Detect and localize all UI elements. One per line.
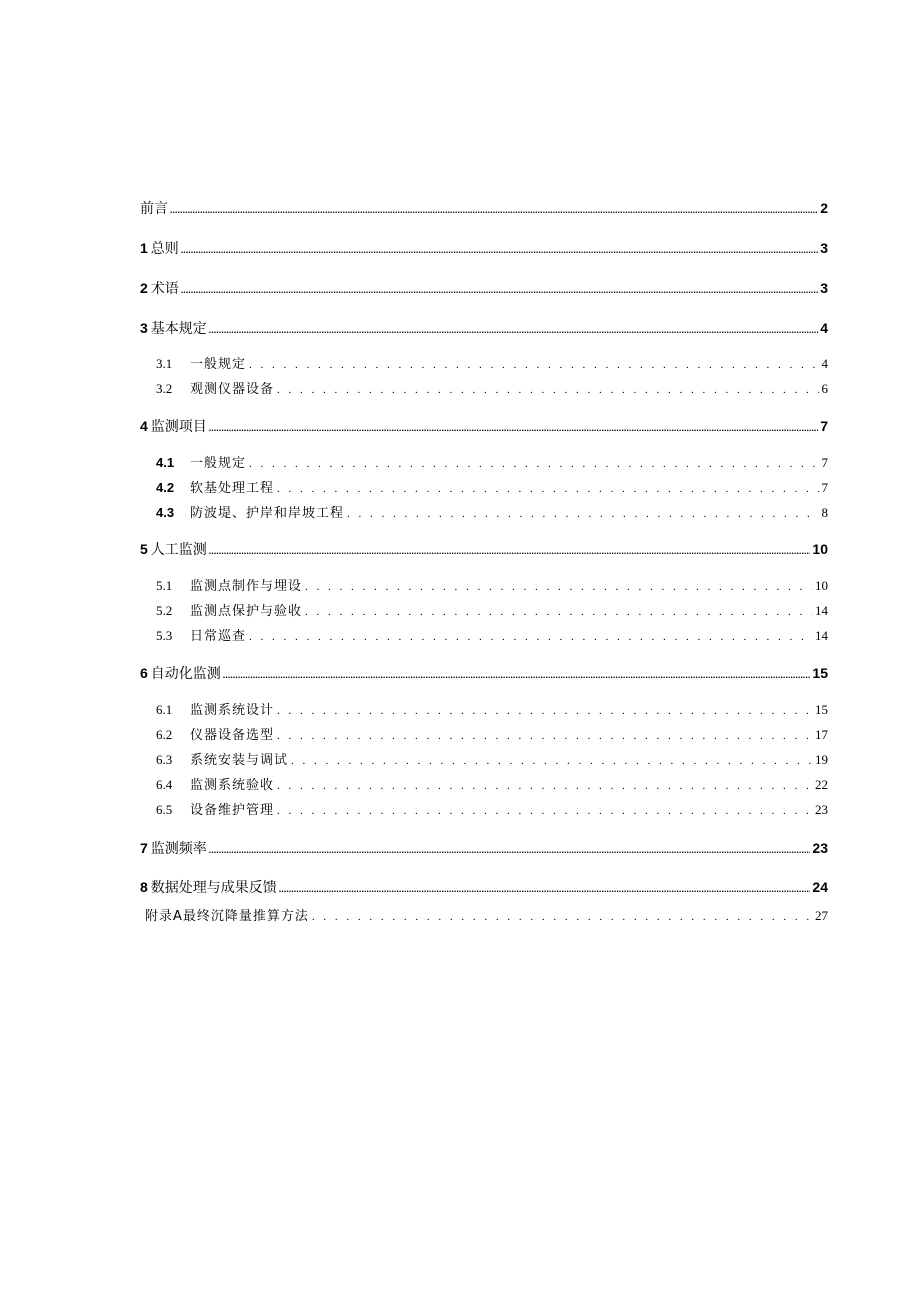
toc-entry-number: 1 xyxy=(140,240,148,256)
toc-entry-section-4-1[interactable] xyxy=(140,452,828,474)
toc-entry-number: 4.1 xyxy=(156,455,175,470)
toc-entry-title: 监测频率 xyxy=(150,841,207,857)
toc-entry-page: 7 xyxy=(820,418,828,434)
toc-entry-appendix-a[interactable] xyxy=(145,905,828,927)
toc-leader xyxy=(347,508,818,520)
toc-entry-page: 4 xyxy=(820,320,828,336)
toc-leader xyxy=(249,359,818,371)
toc-entry-page: 14 xyxy=(815,603,828,618)
toc-entry-number: 6.4 xyxy=(156,777,173,792)
toc-entry-title: 附录A最终沉降量推算方法 xyxy=(145,909,309,924)
toc-entry-page: 23 xyxy=(815,802,828,817)
toc-entry-section-5-1[interactable] xyxy=(140,575,828,597)
toc-entry-title: 总则 xyxy=(150,241,179,257)
toc-leader xyxy=(249,458,818,470)
toc-entry-number: 5.3 xyxy=(156,628,173,643)
toc-leader xyxy=(291,755,812,767)
toc-entry-chapter-2[interactable] xyxy=(140,278,828,300)
toc-entry-section-6-2[interactable] xyxy=(140,724,828,746)
toc-entry-number: 3.2 xyxy=(156,381,173,396)
toc-entry-number: 6.5 xyxy=(156,802,173,817)
toc-entry-number: 8 xyxy=(140,879,148,895)
toc-entry-number: 6.3 xyxy=(156,752,173,767)
toc-entry-title: 人工监测 xyxy=(150,542,207,558)
toc-entry-section-6-5[interactable] xyxy=(140,799,828,821)
toc-entry-preface[interactable] xyxy=(140,198,828,220)
toc-entry-title: 数据处理与成果反馈 xyxy=(150,880,277,896)
toc-entry-title: 前言 xyxy=(140,201,168,217)
toc-leader xyxy=(277,780,812,792)
toc-leader xyxy=(277,384,818,396)
toc-entry-page: 4 xyxy=(821,356,828,371)
toc-entry-section-6-1[interactable] xyxy=(140,699,828,721)
toc-entry-title: 一般规定 xyxy=(190,456,247,471)
toc-entry-page: 2 xyxy=(820,200,828,216)
toc-entry-title: 术语 xyxy=(150,281,179,297)
toc-entry-page: 15 xyxy=(815,702,828,717)
toc-entry-title: 防波堤、护岸和岸坡工程 xyxy=(190,506,345,521)
toc-entry-page: 19 xyxy=(815,752,828,767)
toc-entry-number: 2 xyxy=(140,280,148,296)
toc-entry-page: 23 xyxy=(812,840,828,856)
toc-entry-title: 监测点保护与验收 xyxy=(190,604,303,619)
toc-entry-page: 3 xyxy=(820,280,828,296)
toc-leader xyxy=(305,606,812,618)
toc-leader xyxy=(277,705,812,717)
toc-leader xyxy=(249,631,812,643)
toc-entry-chapter-4[interactable] xyxy=(140,416,828,438)
toc-entry-section-5-3[interactable] xyxy=(140,625,828,647)
toc-leader xyxy=(277,805,812,817)
toc-leader xyxy=(181,245,818,255)
toc-entry-page: 10 xyxy=(812,541,828,557)
toc-entry-number: 7 xyxy=(140,840,148,856)
toc-entry-number: 5.2 xyxy=(156,603,173,618)
toc-entry-section-3-2[interactable] xyxy=(140,378,828,400)
toc-leader xyxy=(181,285,818,295)
toc-leader xyxy=(277,730,812,742)
toc-entry-title: 监测系统设计 xyxy=(190,703,275,718)
toc-entry-number: 6 xyxy=(140,665,148,681)
toc-entry-title: 观测仪器设备 xyxy=(190,382,275,397)
toc-entry-title: 监测系统验收 xyxy=(190,778,275,793)
toc-entry-chapter-3[interactable] xyxy=(140,318,828,340)
toc-leader xyxy=(312,911,812,923)
toc-entry-chapter-5[interactable] xyxy=(140,539,828,561)
toc-leader xyxy=(209,325,818,335)
toc-entry-chapter-7[interactable] xyxy=(140,838,828,860)
toc-entry-title: 系统安装与调试 xyxy=(190,753,289,768)
toc-entry-page: 22 xyxy=(815,777,828,792)
toc-entry-number: 3.1 xyxy=(156,356,173,371)
toc-entry-number: 6.2 xyxy=(156,727,173,742)
toc-entry-number: 3 xyxy=(140,320,148,336)
toc-entry-title: 仪器设备选型 xyxy=(190,728,275,743)
toc-entry-title: 基本规定 xyxy=(150,321,207,337)
toc-entry-title: 设备维护管理 xyxy=(190,803,275,818)
toc-entry-chapter-8[interactable] xyxy=(140,877,828,899)
toc-entry-number: 6.1 xyxy=(156,702,173,717)
toc-entry-page: 8 xyxy=(821,505,828,520)
toc-entry-chapter-6[interactable] xyxy=(140,663,828,685)
toc-leader xyxy=(209,845,811,855)
toc-leader xyxy=(209,423,818,433)
toc-entry-chapter-1[interactable] xyxy=(140,238,828,260)
toc-entry-section-6-3[interactable] xyxy=(140,749,828,771)
toc-leader xyxy=(223,670,811,680)
toc-leader xyxy=(277,483,818,495)
toc-entry-page: 7 xyxy=(821,480,828,495)
toc-leader xyxy=(305,581,812,593)
toc-entry-section-6-4[interactable] xyxy=(140,774,828,796)
toc-entry-page: 24 xyxy=(812,879,828,895)
toc-entry-page: 17 xyxy=(815,727,828,742)
toc-entry-section-5-2[interactable] xyxy=(140,600,828,622)
toc-entry-number: 5.1 xyxy=(156,578,173,593)
toc-entry-page: 6 xyxy=(821,381,828,396)
toc-leader xyxy=(279,884,811,894)
toc-entry-section-4-2[interactable] xyxy=(140,477,828,499)
toc-entry-title: 软基处理工程 xyxy=(190,481,275,496)
toc-entry-page: 7 xyxy=(821,455,828,470)
toc-entry-number: 5 xyxy=(140,541,148,557)
toc-entry-page: 3 xyxy=(820,240,828,256)
toc-entry-number: 4.2 xyxy=(156,480,175,495)
toc-entry-page: 14 xyxy=(815,628,828,643)
toc-entry-title: 监测项目 xyxy=(150,419,207,435)
toc-entry-page: 15 xyxy=(812,665,828,681)
toc-entry-number: 4 xyxy=(140,418,148,434)
toc-entry-title: 日常巡查 xyxy=(190,629,247,644)
toc-entry-page: 10 xyxy=(815,578,828,593)
toc-entry-section-3-1[interactable] xyxy=(140,353,828,375)
toc-entry-number: 4.3 xyxy=(156,505,175,520)
toc-entry-section-4-3[interactable] xyxy=(140,502,828,524)
toc-entry-title: 监测点制作与埋设 xyxy=(190,579,303,594)
toc-leader xyxy=(209,546,811,556)
toc-entry-title: 一般规定 xyxy=(190,357,247,372)
toc-entry-title: 自动化监测 xyxy=(150,666,221,682)
toc-leader xyxy=(170,205,818,215)
toc-entry-page: 27 xyxy=(815,908,828,923)
